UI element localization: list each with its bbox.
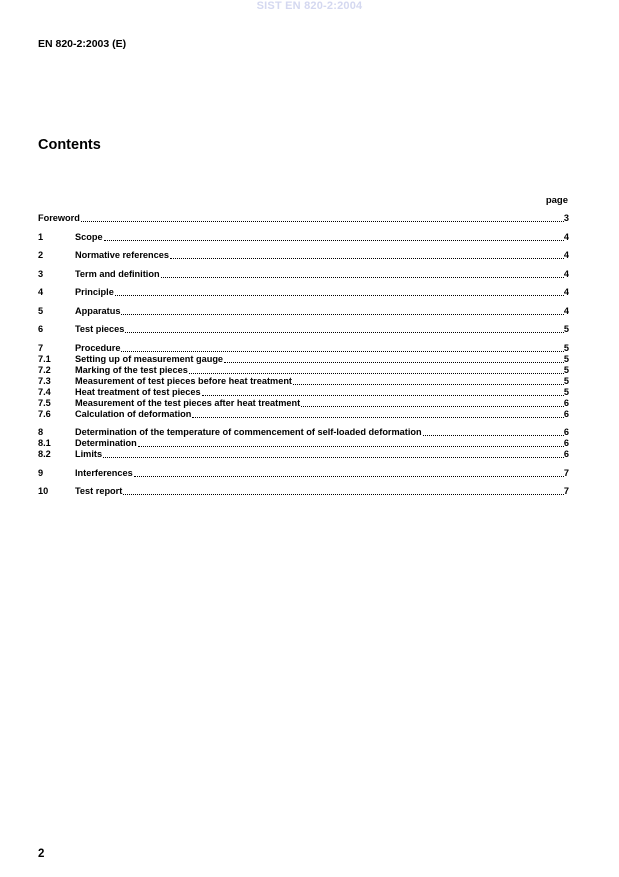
toc-entry[interactable] — [38, 409, 569, 420]
toc-dot-leader — [202, 387, 564, 396]
toc-entry-page: 6 — [563, 449, 569, 459]
toc-entry[interactable] — [38, 343, 569, 354]
toc-entry-page: 6 — [563, 397, 569, 408]
toc-entry-page: 4 — [563, 287, 569, 297]
toc-entry[interactable] — [38, 232, 569, 243]
toc-entry-page: 5 — [563, 375, 569, 386]
toc-dot-leader — [138, 438, 564, 447]
toc-dot-leader — [115, 287, 564, 296]
toc-entry-page: 6 — [563, 408, 569, 419]
toc-entry-title: Measurement of test pieces before heat treatment — [75, 375, 292, 386]
toc-entry-title: Interferences — [75, 467, 133, 478]
toc-dot-leader — [125, 324, 564, 333]
toc-entry[interactable] — [38, 213, 569, 224]
toc-entry[interactable] — [38, 398, 569, 409]
toc-entry-title: Scope — [75, 231, 103, 242]
document-id: EN 820-2:2003 (E) — [38, 38, 127, 50]
toc-entry-number: 8 — [38, 427, 44, 437]
toc-entry-page: 7 — [563, 467, 569, 478]
toc-entry[interactable] — [38, 324, 569, 335]
toc-entry-title: Determination — [75, 438, 137, 448]
toc-entry-page: 7 — [563, 486, 569, 496]
toc-dot-leader — [192, 409, 563, 418]
toc-entry-page: 5 — [563, 364, 569, 375]
toc-entry-title: Principle — [75, 287, 114, 297]
toc-entry-number: 7.4 — [38, 386, 51, 397]
toc-entry-page: 4 — [563, 305, 569, 316]
toc-entry-page: 5 — [563, 386, 569, 397]
toc-entry-title: Limits — [75, 449, 103, 459]
toc-dot-leader — [134, 468, 564, 477]
toc-entry-number: 4 — [38, 287, 44, 297]
toc-entry-number: 7.5 — [38, 397, 51, 408]
page-column-label: page — [545, 195, 568, 206]
toc-dot-leader — [293, 376, 564, 385]
toc-entry-number: 3 — [38, 268, 44, 279]
toc-entry-title: Procedure — [75, 342, 121, 353]
toc-entry-number: 9 — [38, 467, 44, 478]
toc-dot-leader — [103, 449, 564, 458]
toc-dot-leader — [423, 427, 564, 436]
toc-entry-number: 7.3 — [38, 375, 51, 386]
toc-entry-title: Test pieces — [75, 324, 125, 334]
toc-entry-page: 6 — [563, 438, 569, 448]
toc-entry-title: Calculation of deformation — [75, 408, 192, 419]
toc-dot-leader — [224, 354, 564, 363]
toc-entry-title: Foreword — [38, 213, 80, 223]
toc-entry-title: Heat treatment of test pieces — [75, 386, 201, 397]
toc-entry-number: 7.6 — [38, 408, 51, 419]
toc-entry-number: 8.2 — [38, 449, 51, 459]
toc-entry-page: 5 — [563, 324, 569, 334]
toc-entry-page: 4 — [563, 268, 569, 279]
toc-entry-title: Measurement of the test pieces after heat treatment — [75, 397, 301, 408]
toc-entry[interactable] — [38, 438, 569, 449]
toc-entry-title: Determination of the temperature of commencement of self-loaded deformation — [75, 427, 422, 437]
toc-entry-number: 10 — [38, 486, 49, 496]
toc-entry-page: 4 — [563, 250, 569, 260]
toc-entry[interactable] — [38, 250, 569, 261]
toc-entry-page: 3 — [563, 213, 569, 223]
table-of-contents — [38, 213, 569, 497]
toc-entry-title: Test report — [75, 486, 123, 496]
toc-entry-title: Normative references — [75, 250, 169, 260]
toc-entry[interactable] — [38, 387, 569, 398]
toc-entry-number: 7.2 — [38, 364, 51, 375]
toc-dot-leader — [123, 486, 564, 495]
watermark-text: SIST EN 820-2:2004 — [256, 0, 363, 12]
toc-dot-leader — [81, 213, 564, 222]
toc-entry-title: Setting up of measurement gauge — [75, 353, 224, 364]
toc-entry-page: 5 — [563, 353, 569, 364]
toc-entry-number: 7.1 — [38, 353, 51, 364]
toc-dot-leader — [121, 343, 563, 352]
toc-dot-leader — [189, 365, 564, 374]
toc-entry-number: 6 — [38, 324, 44, 334]
toc-dot-leader — [170, 250, 564, 259]
toc-entry-page: 4 — [563, 231, 569, 242]
toc-entry[interactable] — [38, 287, 569, 298]
toc-entry-page: 6 — [563, 427, 569, 437]
page-title: Contents — [38, 137, 101, 153]
toc-dot-leader — [121, 306, 563, 315]
toc-entry-title: Marking of the test pieces — [75, 364, 188, 375]
toc-dot-leader — [161, 269, 564, 278]
footer-page-number: 2 — [38, 848, 45, 860]
toc-entry-page: 5 — [563, 342, 569, 353]
toc-entry[interactable] — [38, 468, 569, 479]
toc-entry[interactable] — [38, 365, 569, 376]
toc-entry-number: 5 — [38, 305, 44, 316]
toc-entry-number: 7 — [38, 342, 44, 353]
toc-entry-number: 1 — [38, 231, 44, 242]
toc-dot-leader — [301, 398, 564, 407]
toc-entry[interactable] — [38, 486, 569, 497]
toc-entry-title: Term and definition — [75, 268, 160, 279]
toc-entry-title: Apparatus — [75, 305, 121, 316]
toc-entry-number: 2 — [38, 250, 44, 260]
toc-entry[interactable] — [38, 306, 569, 317]
toc-entry-number: 8.1 — [38, 438, 51, 448]
toc-entry[interactable] — [38, 354, 569, 365]
toc-entry[interactable] — [38, 376, 569, 387]
toc-dot-leader — [104, 232, 564, 241]
toc-entry[interactable] — [38, 449, 569, 460]
toc-entry[interactable] — [38, 269, 569, 280]
toc-entry[interactable] — [38, 427, 569, 438]
